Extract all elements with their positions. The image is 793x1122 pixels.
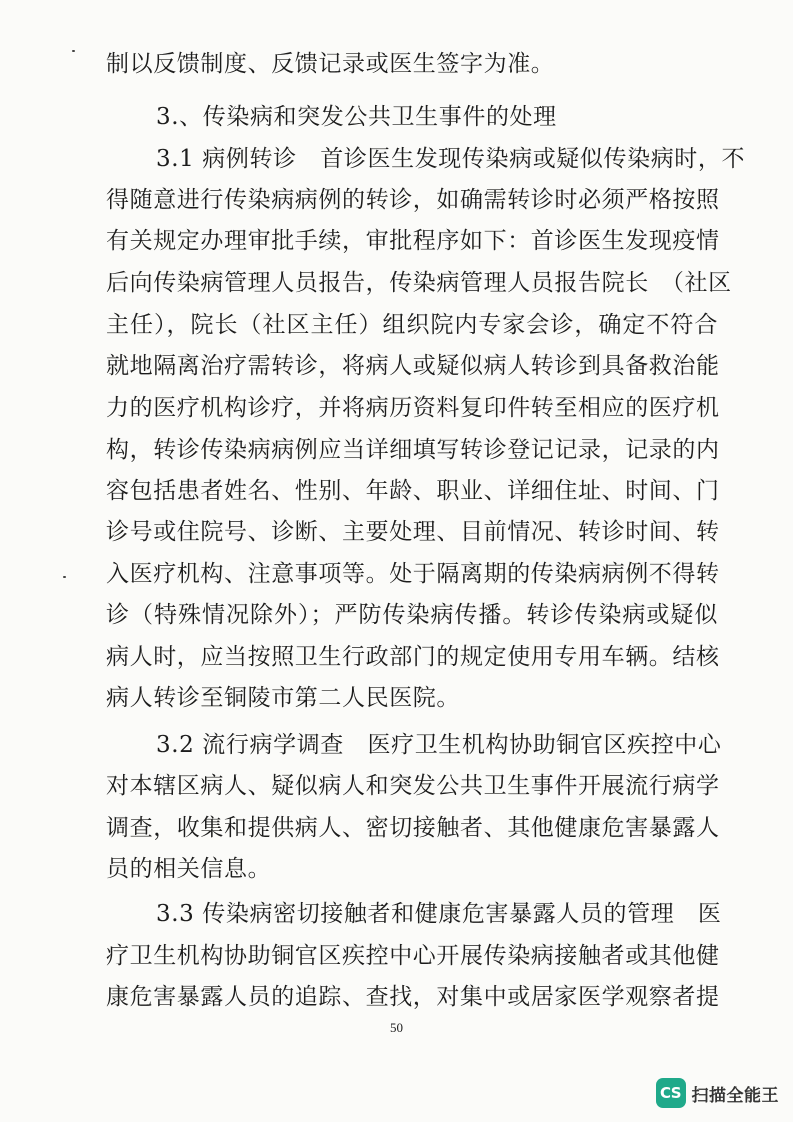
paragraph-3-2-line-2: 对本辖区病人、疑似病人和突发公共卫生事件开展流行病学 [106,773,720,799]
section-heading: 3.、传染病和突发公共卫生事件的处理 [156,104,557,130]
logo-text: CS [659,1084,682,1102]
paragraph-3-1-line-11: 入医疗机构、注意事项等。处于隔离期的传染病病例不得转 [106,561,720,587]
camscanner-watermark [656,1078,780,1108]
paragraph-3-1-line-1: 3.1 病例转诊 首诊医生发现传染病或疑似传染病时，不 [156,146,746,172]
paragraph-3-1-line-9: 容包括患者姓名、性别、年龄、职业、详细住址、时间、门 [106,478,720,504]
watermark-label: 扫描全能王 [691,1085,779,1106]
page-number: 50 [390,1020,403,1035]
paragraph-3-1-line-8: 构，转诊传染病病例应当详细填写转诊登记记录，记录的内 [106,437,720,463]
paragraph-3-1-line-12: 诊（特殊情况除外）；严防传染病传播。转诊传染病或疑似 [106,602,718,628]
paragraph-3-1-line-5: 主任），院长（社区主任）组织院内专家会诊，确定不符合 [106,312,718,338]
text-line-1: 制以反馈制度、反馈记录或医生签字为准。 [106,51,555,77]
camscanner-logo-icon [656,1078,686,1108]
paragraph-3-1-line-3: 有关规定办理审批手续，审批程序如下：首诊医生发现疫情 [106,228,720,254]
paragraph-3-1-line-6: 就地隔离治疗需转诊，将病人或疑似病人转诊到具备救治能 [106,353,720,379]
paragraph-3-1-line-14: 病人转诊至铜陵市第二人民医院。 [106,685,460,711]
paragraph-3-3-line-1: 3.3 传染病密切接触者和健康危害暴露人员的管理 医 [156,901,722,927]
paragraph-3-1-line-7: 力的医疗机构诊疗，并将病历资料复印件转至相应的医疗机 [106,395,720,421]
paragraph-3-1-line-4: 后向传染病管理人员报告，传染病管理人员报告院长 （社区 [106,270,732,296]
paragraph-3-1-line-10: 诊号或住院号、诊断、主要处理、目前情况、转诊时间、转 [106,519,720,545]
paragraph-3-2-line-4: 员的相关信息。 [106,856,272,882]
scan-speck [63,576,66,578]
paragraph-3-2-line-1: 3.2 流行病学调查 医疗卫生机构协助铜官区疾控中心 [156,732,722,758]
paragraph-3-1-line-2: 得随意进行传染病病例的转诊，如确需转诊时必须严格按照 [106,187,720,213]
paragraph-3-3-line-3: 康危害暴露人员的追踪、查找，对集中或居家医学观察者提 [106,984,720,1010]
scan-speck [72,50,75,52]
paragraph-3-2-line-3: 调查，收集和提供病人、密切接触者、其他健康危害暴露人 [106,815,720,841]
paragraph-3-1-line-13: 病人时，应当按照卫生行政部门的规定使用专用车辆。结核 [106,644,720,670]
paragraph-3-3-line-2: 疗卫生机构协助铜官区疾控中心开展传染病接触者或其他健 [106,943,720,969]
